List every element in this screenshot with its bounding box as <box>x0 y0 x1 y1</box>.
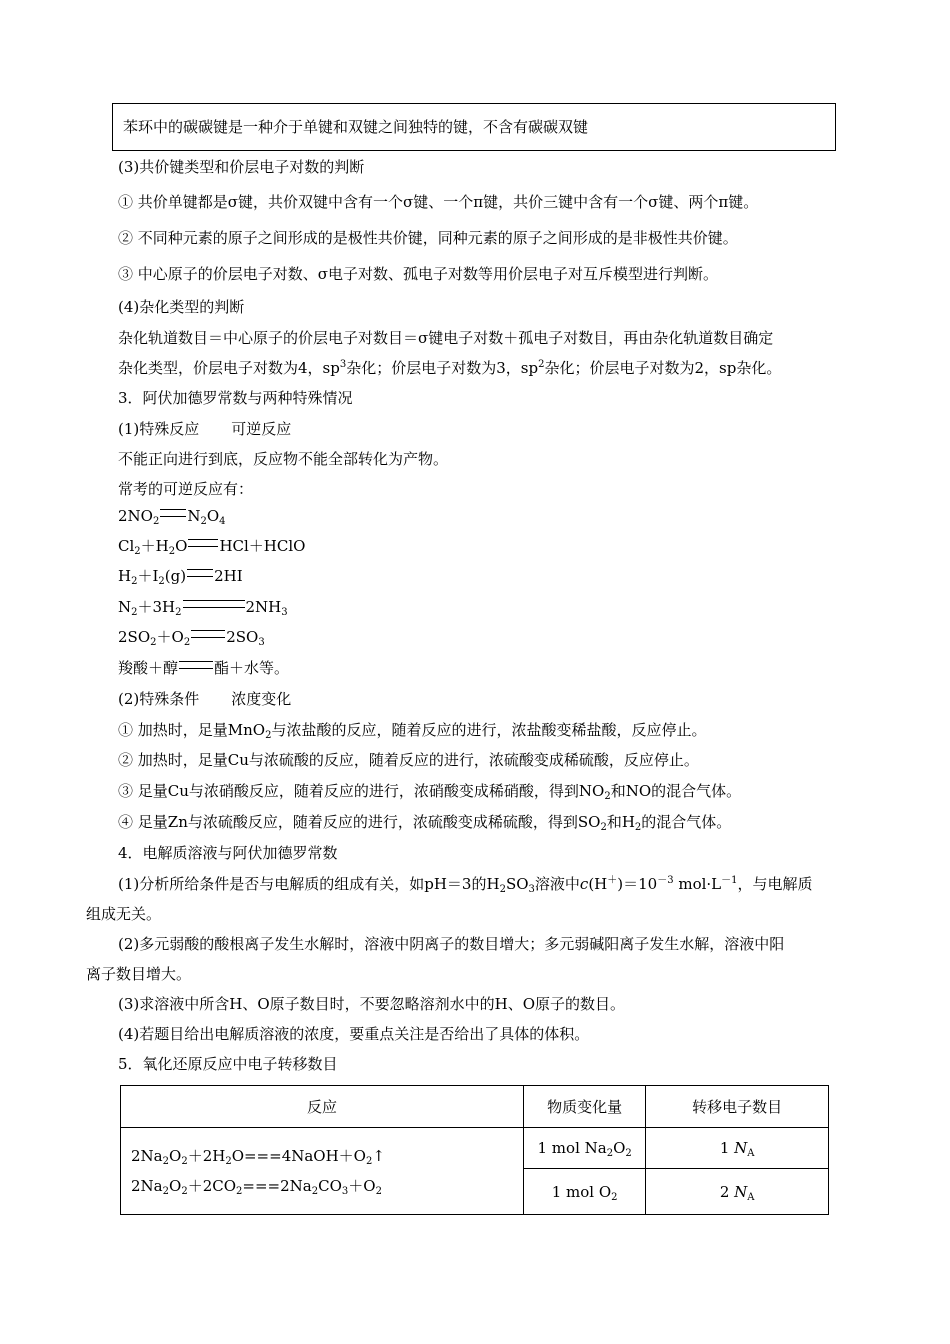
table-header-row <box>121 1086 829 1128</box>
table-row <box>121 1128 829 1169</box>
subsection-heading: (1)特殊反应 可逆反应 <box>118 420 292 438</box>
note-box <box>112 103 836 151</box>
electron-cell: 2 $N_A$ <box>646 1169 829 1215</box>
table-header-cell: 反应 <box>121 1086 524 1128</box>
reaction-equation: $N_2+3H_2$ $2NH_3$ <box>118 598 288 618</box>
paragraph: ④ 足量Zn与浓硫酸反应，随着反应的进行，浓硫酸变成稀硫酸，得到$SO_2$和$H_2$的混合气体。 <box>118 813 732 833</box>
paragraph: 离子数目增大。 <box>86 965 192 983</box>
paragraph: 杂化类型，价层电子对数为4，$sp^3$杂化；价层电子对数为3，$sp^2$杂化；价层电子对数为2，sp杂化。 <box>118 359 782 377</box>
reaction-line: $2Na_2O_2+2H_2O===4NaOH+O_2↑$ <box>131 1147 385 1167</box>
paragraph: (3)求溶液中所含H、O原子数目时，不要忽略溶剂水中的H、O原子的数目。 <box>118 995 626 1013</box>
paragraph: ③ 足量Cu与浓硝酸反应，随着反应的进行，浓硝酸变成稀硝酸，得到$NO_2$和NO的混合气体。 <box>118 782 742 802</box>
section-heading: 4．电解质溶液与阿伏加德罗常数 <box>118 844 338 862</box>
paragraph: 杂化轨道数目＝中心原子的价层电子对数目＝σ键电子对数＋孤电子对数目，再由杂化轨道数目确定 <box>118 329 774 347</box>
reaction-equation: 羧酸＋醇 酯＋水等。 <box>118 659 290 677</box>
reaction-equation: $H_2+I_2(g)$ 2HI <box>118 567 243 587</box>
reaction-line: $2Na_2O_2+2CO_2===2Na_2CO_3+O_2$ <box>131 1177 382 1197</box>
paragraph: (4)若题目给出电解质溶液的浓度，要重点关注是否给出了具体的体积。 <box>118 1025 590 1043</box>
paragraph: ② 不同种元素的原子之间形成的是极性共价键，同种元素的原子之间形成的是非极性共价键。 <box>118 229 738 247</box>
amount-cell: 1 mol $Na_2O_2$ <box>523 1128 645 1169</box>
paragraph: 组成无关。 <box>86 905 162 923</box>
note-text: 苯环中的碳碳键是一种介于单键和双键之间独特的键，不含有碳碳双键 <box>123 118 589 136</box>
paragraph: ② 加热时，足量Cu与浓硫酸的反应，随着反应的进行，浓硫酸变成稀硫酸，反应停止。 <box>118 751 699 769</box>
section-heading: (3)共价键类型和价层电子对数的判断 <box>118 158 365 176</box>
paragraph: ① 共价单键都是σ键，共价双键中含有一个σ键、一个π键，共价三键中含有一个σ键、两个π键。 <box>118 193 759 211</box>
reaction-equation: $2SO_2+O_2$ $2SO_3$ <box>118 628 265 648</box>
paragraph: (2)多元弱酸的酸根离子发生水解时，溶液中阴离子的数目增大；多元弱碱阳离子发生水解，溶液中阳 <box>118 935 785 953</box>
paragraph: ① 加热时，足量MnO$_2$与浓盐酸的反应，随着反应的进行，浓盐酸变稀盐酸，反应停止。 <box>118 721 707 741</box>
paragraph: (1)分析所给条件是否与电解质的组成有关，如pH＝3的$H_2SO_3$溶液中$c(H^+)=10^{-3}$ $mol\cdot L^{-1}$，与电解质 <box>118 875 813 895</box>
electron-transfer-table <box>120 1085 829 1215</box>
paragraph: ③ 中心原子的价层电子对数、σ电子对数、孤电子对数等用价层电子对互斥模型进行判断。 <box>118 265 719 283</box>
section-heading: 5．氧化还原反应中电子转移数目 <box>118 1055 338 1073</box>
paragraph: 不能正向进行到底，反应物不能全部转化为产物。 <box>118 450 449 468</box>
table-header-cell: 转移电子数目 <box>646 1086 829 1128</box>
section-heading: (4)杂化类型的判断 <box>118 298 245 316</box>
section-heading: 3．阿伏加德罗常数与两种特殊情况 <box>118 389 353 407</box>
reaction-cell <box>121 1128 524 1215</box>
reaction-equation: $2NO_2$ $N_2O_4$ <box>118 507 226 527</box>
reaction-equation: $Cl_2+H_2O$ HCl＋HClO <box>118 537 306 557</box>
table-header-cell: 物质变化量 <box>523 1086 645 1128</box>
subsection-heading: (2)特殊条件 浓度变化 <box>118 690 292 708</box>
paragraph: 常考的可逆反应有： <box>118 480 254 498</box>
electron-cell: 1 $N_A$ <box>646 1128 829 1169</box>
amount-cell: 1 mol $O_2$ <box>523 1169 645 1215</box>
